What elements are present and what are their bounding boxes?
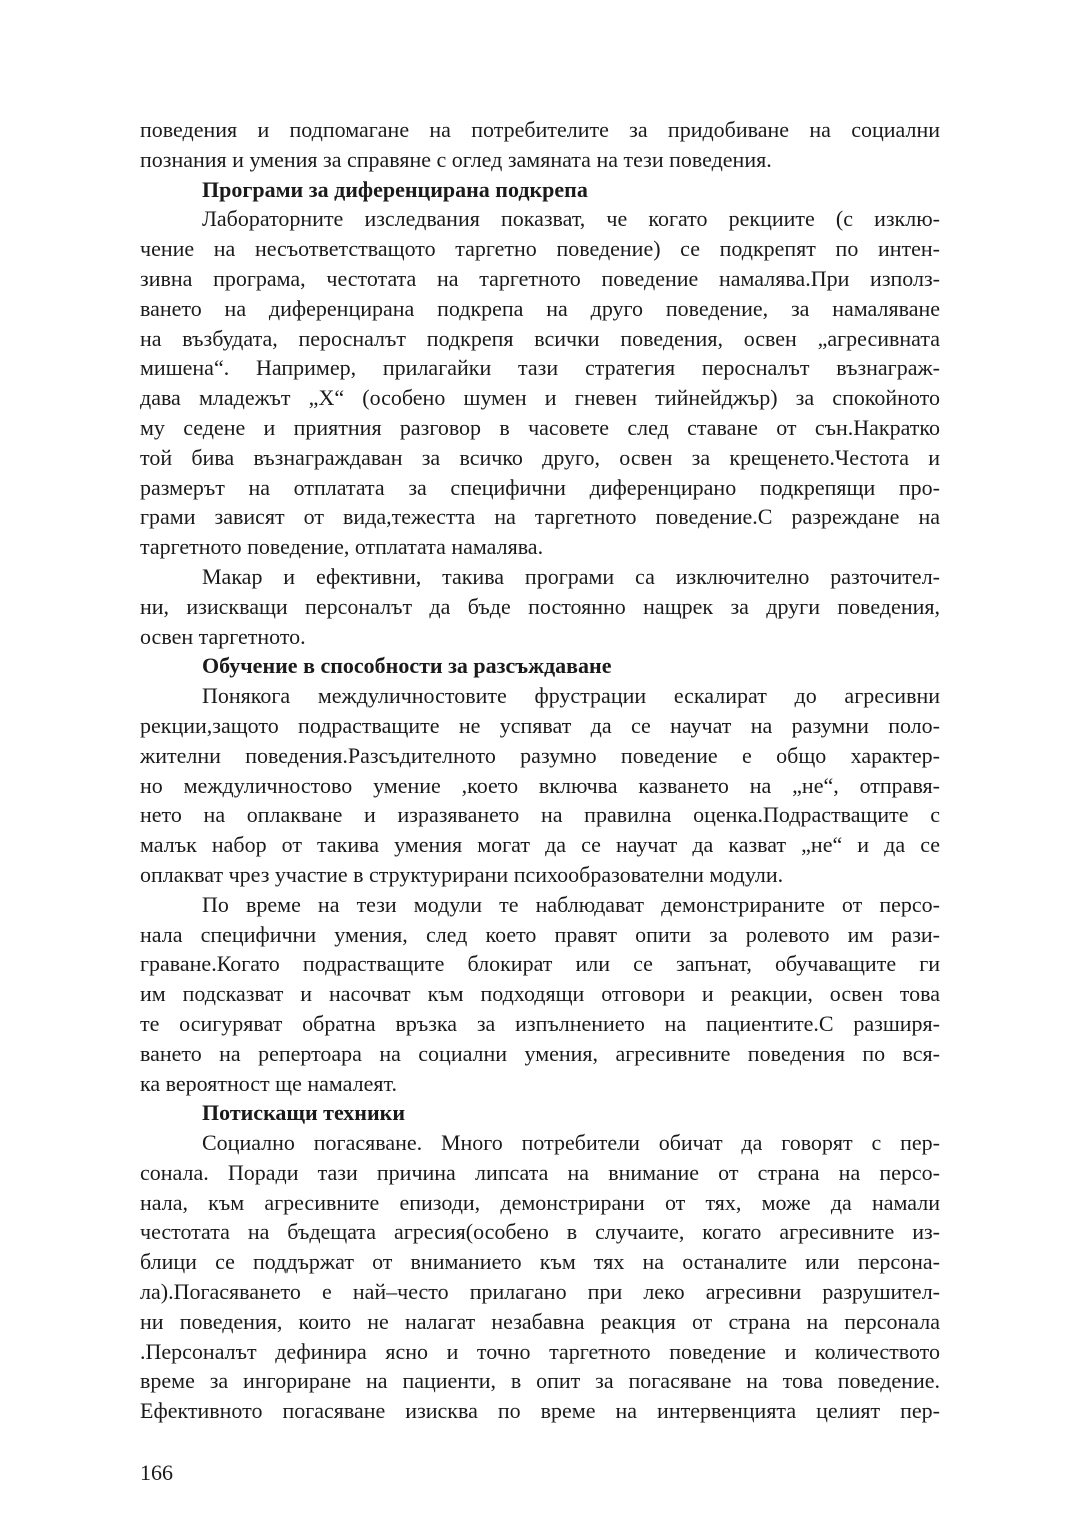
section-heading: Обучение в способности за разсъждаване bbox=[202, 653, 612, 679]
paragraph-line: ването на диференцирана подкрепа на друго поведение, за намаляване bbox=[140, 295, 940, 321]
paragraph-line: Ефективното погасяване изисква по време на интервенцията целият пер- bbox=[140, 1398, 940, 1424]
paragraph-line: ни поведения, които не налагат незабавна реакция от страна на персонала bbox=[140, 1308, 940, 1334]
paragraph-line: .Персоналът дефинира ясно и точно таргетното поведение и количеството bbox=[140, 1338, 940, 1364]
paragraph-line: нето на оплакване и изразяването на правилна оценка.Подрастващите с bbox=[140, 802, 940, 828]
paragraph-line: нала специфични умения, след което правят опити за ролевото им рази- bbox=[140, 921, 940, 947]
paragraph-line: той бива възнаграждаван за всичко друго, освен за крещенето.Честота и bbox=[140, 444, 940, 470]
paragraph-line: ла).Погасяването е най–често прилагано при леко агресивни разрушител- bbox=[140, 1279, 940, 1305]
paragraph-line: Макар и ефективни, такива програми са изключително разточител- bbox=[202, 563, 940, 589]
paragraph-line: но междуличностово умение ,което включва казването на „не“, отправя- bbox=[140, 772, 940, 798]
paragraph-line: на възбудата, перосналът подкрепя всички поведения, освен „агресивната bbox=[140, 325, 940, 351]
paragraph-line: Понякога междуличностовите фрустрации ескалират до агресивни bbox=[202, 683, 940, 709]
paragraph-line: зивна програма, честотата на таргетното поведение намалява.При използ- bbox=[140, 265, 940, 291]
page-number: 166 bbox=[140, 1460, 173, 1485]
page-body bbox=[140, 115, 940, 1426]
paragraph-line: ни, изискващи персоналът да бъде постоянно нащрек за други поведения, bbox=[140, 593, 940, 619]
paragraph-line: блици се поддържат от вниманието към тях на останалите или персона- bbox=[140, 1249, 940, 1275]
paragraph-line: ка вероятност ще намалеят. bbox=[140, 1070, 397, 1096]
paragraph-line: грами зависят от вида,тежестта на таргетното поведение.С разреждане на bbox=[140, 504, 940, 530]
section-heading: Потискащи техники bbox=[202, 1100, 405, 1126]
paragraph-line: таргетното поведение, отплатата намалява. bbox=[140, 534, 544, 560]
paragraph-line: грaване.Когато подрастващите блокират или се запънат, обучаващите ги bbox=[140, 951, 940, 977]
paragraph-line: дава младежът „Х“ (особено шумен и гневен тийнейджър) за спокойното bbox=[140, 385, 940, 411]
paragraph-line: им подсказват и насочват към подходящи отговори и реакции, освен това bbox=[140, 981, 940, 1007]
paragraph-line: размерът на отплатата за специфични диференцирано подкрепящи про- bbox=[140, 474, 940, 500]
paragraph-line: рекции,защото подрастващите не успяват да се научат на разумни поло- bbox=[140, 712, 940, 738]
paragraph-line: познания и умения за справяне с оглед замяната на тези поведения. bbox=[140, 146, 772, 172]
paragraph-line: му седене и приятния разговор в часовете след ставане от сън.Накратко bbox=[140, 414, 940, 440]
paragraph-line: Лабораторните изследвания показват, че когато рекциите (с изклю- bbox=[202, 206, 940, 232]
paragraph-line: мишена“. Например, прилагайки тази стратегия перосналът възнаграж- bbox=[140, 355, 940, 381]
paragraph-line: малък набор от такива умения могат да се научат да казват „не“ и да се bbox=[140, 832, 940, 858]
paragraph-line: оплакват чрез участие в структурирани психообразователни модули. bbox=[140, 861, 784, 887]
section-heading: Програми за диференцирана подкрепа bbox=[202, 176, 588, 202]
paragraph-line: сонала. Поради тази причина липсата на внимание от страна на персо- bbox=[140, 1159, 940, 1185]
paragraph-line: време за ингориране на пациенти, в опит за погасяване на това поведение. bbox=[140, 1368, 940, 1394]
paragraph-line: По време на тези модули те наблюдават демонстрираните от персо- bbox=[202, 891, 940, 917]
paragraph-line: ването на репертоара на социални умения, агресивните поведения по вся- bbox=[140, 1040, 940, 1066]
paragraph-line: чение на несъответстващото таргетно поведение) се подкрепят по интен- bbox=[140, 236, 940, 262]
paragraph-line: жителни поведения.Разсъдителното разумно поведение е общо характер- bbox=[140, 742, 940, 768]
paragraph-line: те осигуряват обратна връзка за изпълнението на пациентите.С разширя- bbox=[140, 1010, 940, 1036]
paragraph-line: освен таргетното. bbox=[140, 623, 306, 649]
paragraph-line: поведения и подпомагане на потребителите за придобиване на социални bbox=[140, 117, 940, 142]
paragraph-line: честотата на бъдещата агресия(особено в случаите, когато агресивните из- bbox=[140, 1219, 940, 1245]
paragraph-line: нала, към агресивните епизоди, демонстрирани от тях, може да намали bbox=[140, 1189, 940, 1215]
paragraph-line: Социално погасяване. Много потребители обичат да говорят с пер- bbox=[202, 1130, 940, 1156]
